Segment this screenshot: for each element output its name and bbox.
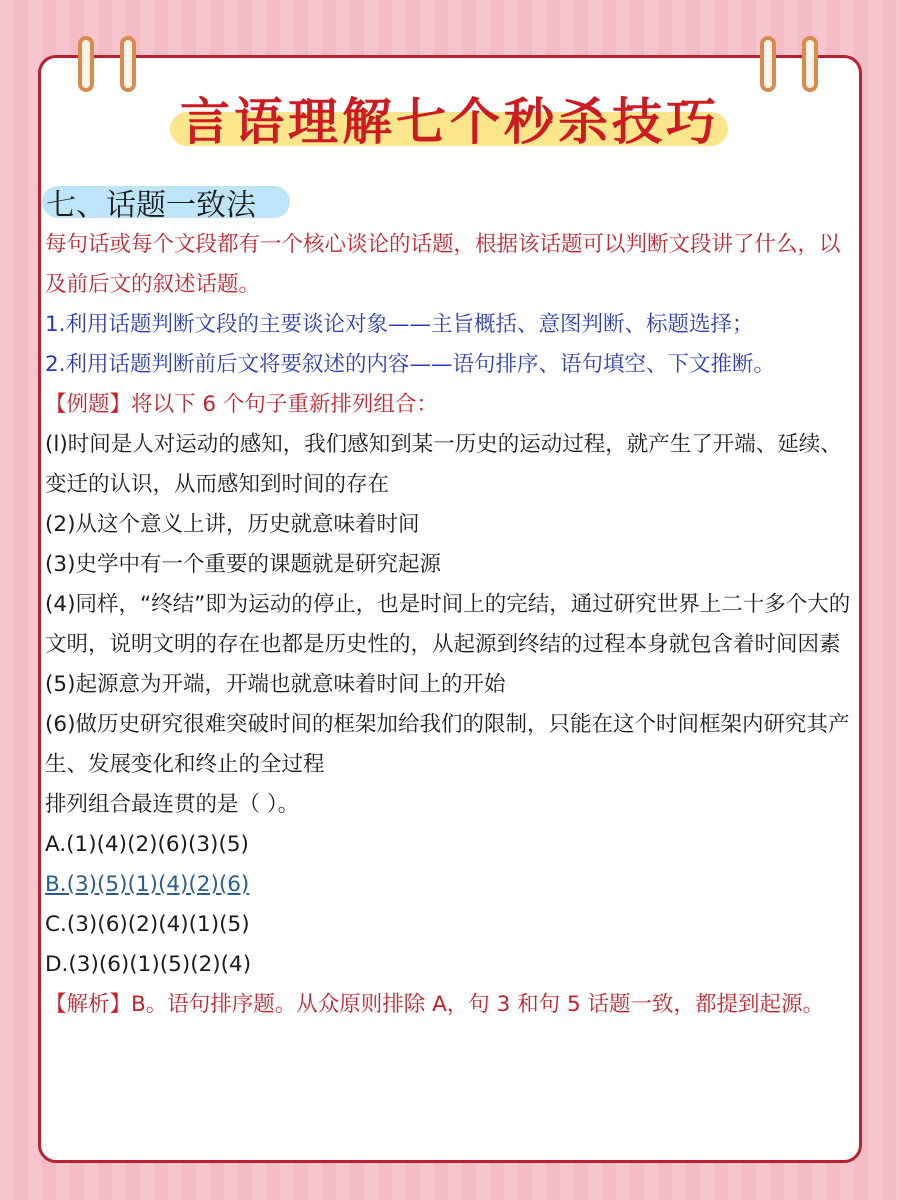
binder-ring-icon: [802, 36, 818, 92]
option-b-answer[interactable]: B.(3)(5)(1)(4)(2)(6): [45, 872, 250, 897]
binder-ring-icon: [120, 36, 136, 92]
sentence-5: (5)起源意为开端，开端也就意味着时间上的开始: [45, 672, 506, 697]
sentence-2: (2)从这个意义上讲，历史就意味着时间: [45, 512, 420, 537]
section-title: 七、话题一致法: [46, 188, 256, 223]
title-wrap: [0, 82, 900, 154]
point-2: 2.利用话题判断前后文将要叙述的内容——语句排序、语句填空、下文推断。: [45, 352, 776, 377]
intro-text: 每句话或每个文段都有一个核心谈论的话题，根据该话题可以判断文段讲了什么，以及前后文的叙述话题。: [45, 232, 841, 297]
option-d: D.(3)(6)(1)(5)(2)(4): [45, 952, 252, 977]
sentence-6: (6)做历史研究很难突破时间的框架加给我们的限制，只能在这个时间框架内研究其产生、发展变化和终止的全过程: [45, 712, 850, 777]
sentence-1: (l)时间是人对运动的感知，我们感知到某一历史的运动过程，就产生了开端、延续、变迁的认识，从而感知到时间的存在: [45, 432, 842, 497]
sentence-3: (3)史学中有一个重要的课题就是研究起源: [45, 552, 441, 577]
binder-ring-icon: [78, 36, 94, 92]
content-body: [45, 225, 857, 1025]
binder-ring-icon: [760, 36, 776, 92]
option-a: A.(1)(4)(2)(6)(3)(5): [45, 832, 249, 857]
analysis-text: 【解析】B。语句排序题。从众原则排除 A，句 3 和句 5 话题一致，都提到起源。: [45, 992, 824, 1017]
example-label: 【例题】将以下 6 个句子重新排列组合：: [45, 392, 438, 417]
page-title: 言语理解七个秒杀技巧: [180, 93, 720, 151]
point-1: 1.利用话题判断文段的主要谈论对象——主旨概括、意图判断、标题选择；: [45, 312, 754, 337]
sentence-4: (4)同样，“终结”即为运动的停止，也是时间上的完结，通过研究世界上二十多个大的文明，说明文明的存在也都是历史性的，从起源到终结的过程本身就包含着时间因素: [45, 592, 851, 657]
option-c: C.(3)(6)(2)(4)(1)(5): [45, 912, 250, 937]
question-text: 排列组合最连贯的是（ ）。: [45, 792, 300, 817]
